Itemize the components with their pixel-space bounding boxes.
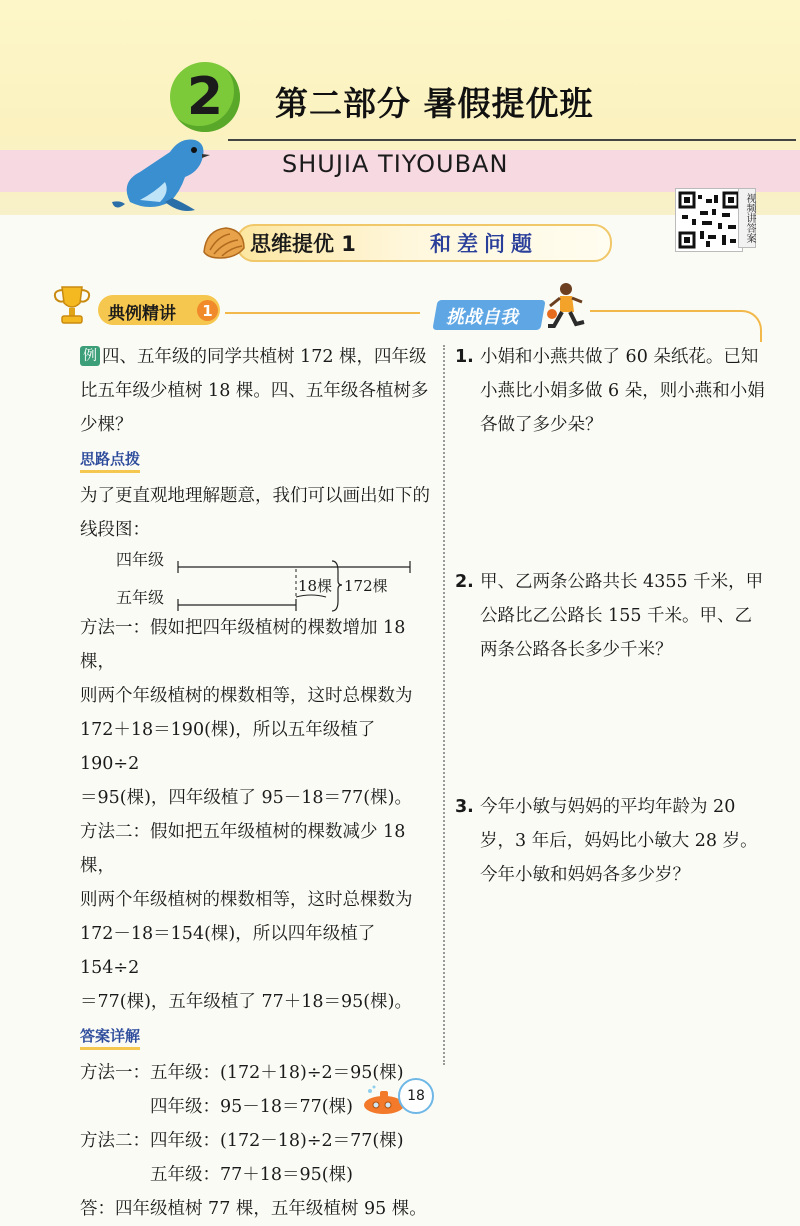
answer-final: 答：四年级植树 77 棵，五年级植树 95 棵。 bbox=[80, 1199, 427, 1219]
example-badge: 例 bbox=[80, 346, 100, 366]
answer-m1-a: 方法一：五年级：(172＋18)÷2＝95(棵) bbox=[80, 1063, 404, 1083]
diagram-row-4th: 四年级 bbox=[116, 550, 165, 569]
method1-line1: 方法一：假如把四年级植树的棵数增加 18 棵， bbox=[80, 618, 406, 672]
qr-pattern-icon bbox=[678, 191, 740, 249]
topic-subject: 和差问题 bbox=[430, 232, 538, 256]
diagram-total-label: 172棵 bbox=[344, 577, 388, 595]
chapter-number: 2 bbox=[170, 62, 240, 132]
challenge-question bbox=[455, 565, 765, 667]
shell-icon bbox=[200, 222, 248, 262]
method1-line2: 则两个年级植树的棵数相等，这时总棵数为 bbox=[80, 686, 413, 706]
answer-m2-a: 方法二：四年级：(172－18)÷2＝77(棵) bbox=[80, 1131, 404, 1151]
question-number: 3. bbox=[455, 797, 474, 817]
answer-m1-b: 四年级：95－18＝77(棵) bbox=[150, 1097, 353, 1117]
column-divider bbox=[443, 345, 445, 1065]
challenge-title: 挑战自我 bbox=[446, 307, 518, 328]
runner-icon bbox=[540, 280, 590, 335]
seal-icon bbox=[110, 122, 220, 217]
method1-line3: 172＋18＝190(棵)，所以五年级植了 190÷2 bbox=[80, 720, 376, 774]
part-title: 第二部分 暑假提优班 bbox=[275, 84, 594, 123]
example-section-number: 1 bbox=[197, 300, 218, 321]
challenge-rule bbox=[590, 310, 762, 342]
qr-code[interactable] bbox=[675, 188, 743, 252]
pinyin-title: SHUJIA TIYOUBAN bbox=[282, 150, 509, 178]
method2-line4: ＝77(棵)，五年级植了 77＋18＝95(棵)。 bbox=[80, 992, 412, 1012]
trophy-icon bbox=[48, 283, 96, 327]
challenge-question bbox=[455, 340, 765, 442]
example-problem-text: 四、五年级的同学共植树 172 棵，四年级比五年级少植树 18 棵。四、五年级各植树多少棵？ bbox=[80, 347, 429, 435]
answer-heading: 答案详解 bbox=[80, 1025, 140, 1050]
diagram-row-5th: 五年级 bbox=[116, 588, 165, 607]
method1-line4: ＝95(棵)，四年级植了 95－18＝77(棵)。 bbox=[80, 788, 412, 808]
diagram-diff-label: 18棵 bbox=[298, 577, 333, 595]
topic-title: 思维提优 1 bbox=[250, 232, 356, 256]
hint-text: 为了更直观地理解题意，我们可以画出如下的线段图： bbox=[80, 486, 430, 540]
title-rule bbox=[228, 139, 796, 141]
question-number: 2. bbox=[455, 572, 474, 592]
page-number: 18 bbox=[398, 1078, 434, 1114]
question-text: 甲、乙两条公路共长 4355 千米，甲公路比乙公路长 155 千米。甲、乙两条公路各长多少千米？ bbox=[480, 572, 764, 660]
method2-line3: 172－18＝154(棵)，所以四年级植了 154÷2 bbox=[80, 924, 376, 978]
example-problem bbox=[80, 340, 432, 442]
segment-diagram bbox=[80, 547, 432, 611]
challenge-question bbox=[455, 790, 765, 892]
qr-label: 视频讲答案 bbox=[738, 188, 756, 248]
section-rule bbox=[225, 312, 420, 314]
question-text: 小娟和小燕共做了 60 朵纸花。已知小燕比小娟多做 6 朵，则小燕和小娟各做了多少朵？ bbox=[480, 347, 765, 435]
answer-m2-b: 五年级：77＋18＝95(棵) bbox=[150, 1165, 353, 1185]
question-text: 今年小敏与妈妈的平均年龄为 20 岁，3 年后，妈妈比小敏大 28 岁。今年小敏和妈妈各多少岁？ bbox=[480, 797, 758, 885]
method2-line2: 则两个年级植树的棵数相等，这时总棵数为 bbox=[80, 890, 413, 910]
example-section-title: 典例精讲 bbox=[108, 304, 176, 324]
question-number: 1. bbox=[455, 347, 474, 367]
method2-line1: 方法二：假如把五年级植树的棵数减少 18 棵， bbox=[80, 822, 406, 876]
hint-heading: 思路点拨 bbox=[80, 448, 140, 473]
